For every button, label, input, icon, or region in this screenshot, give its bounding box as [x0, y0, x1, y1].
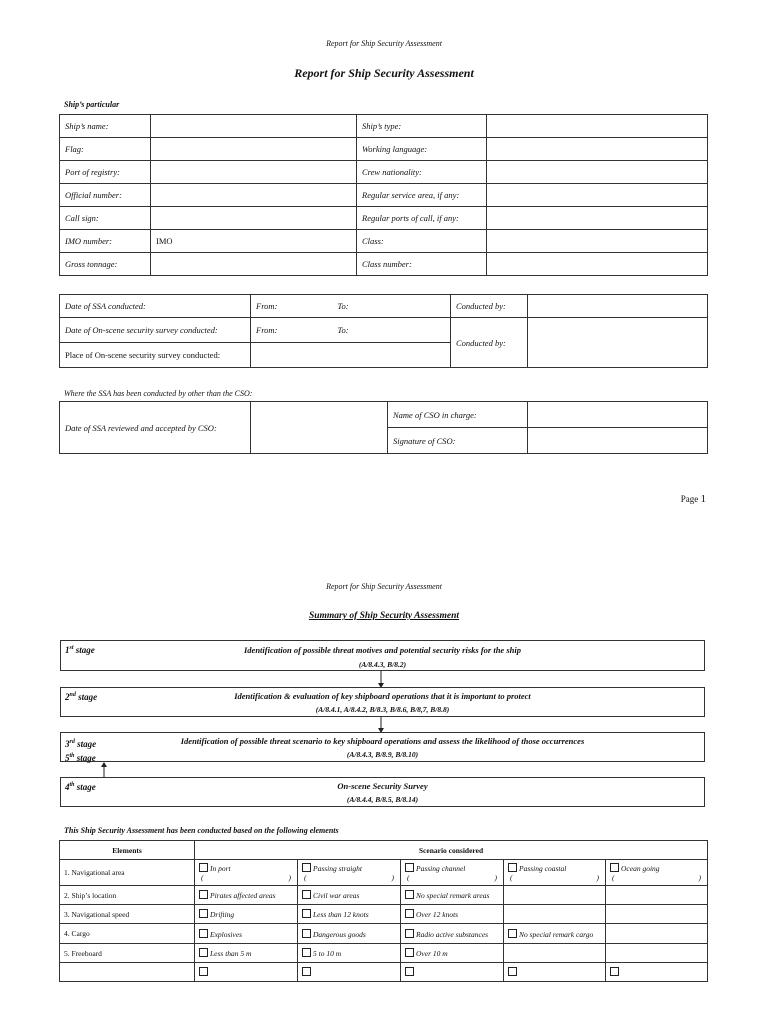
scenario-option-label: Explosives — [210, 929, 243, 939]
to-label: To: — [337, 301, 349, 311]
particular-label: Gross tonnage: — [60, 253, 151, 276]
scenario-option-label: Dangerous goods — [313, 929, 366, 939]
stage-1-ref: (A/8.4.3, B/8.2) — [358, 660, 407, 669]
checkbox[interactable] — [199, 929, 208, 938]
stage-3-ref: (A/8.4.3, B/8.9, B/8.10) — [346, 750, 419, 759]
scenario-cell[interactable] — [195, 886, 298, 905]
stage-4-text: On-scene Security Survey — [337, 781, 428, 791]
scenario-cell[interactable] — [401, 944, 504, 963]
scenario-option-label: Over 12 knots — [416, 910, 459, 919]
paren-open: ( — [510, 873, 513, 882]
particular-label: Regular ports of call, if any: — [357, 207, 487, 230]
col-elements: Elements — [60, 841, 195, 860]
page-number-value: 1 — [700, 493, 706, 505]
arrow-4-to-3-head — [101, 762, 107, 767]
scenario-cell[interactable] — [606, 886, 708, 905]
scenario-option-label: 5 to 10 m — [313, 949, 342, 958]
stage-2-box — [60, 687, 705, 717]
elements-row — [60, 905, 708, 924]
scenario-cell[interactable] — [298, 963, 401, 982]
stage-2-ref: (A/8.4.1, A/8.4.2, B/8.3, B/8.6, B/8,7, B/8.8) — [315, 705, 450, 714]
cso-name-label: Name of CSO in charge: — [388, 402, 528, 428]
checkbox[interactable] — [302, 890, 311, 899]
scenario-cell[interactable] — [401, 924, 504, 944]
scenario-option-label: Over 10 m — [416, 949, 448, 958]
running-header-2: Report for Ship Security Assessment — [326, 582, 442, 591]
paren-close: ) — [494, 873, 497, 882]
paren-open: ( — [612, 873, 615, 882]
scenario-cell[interactable] — [504, 963, 606, 982]
checkbox[interactable] — [302, 909, 311, 918]
place-onscene-label: Place of On-scene security survey conducted: — [60, 343, 251, 368]
particular-label: Regular service area, if any: — [357, 184, 487, 207]
summary-title: Summary of Ship Security Assessment — [308, 611, 460, 621]
checkbox[interactable] — [302, 948, 311, 957]
cso-reviewed-label: Date of SSA reviewed and accepted by CSO: — [60, 402, 251, 454]
page-label: Page — [680, 494, 699, 504]
to-label: To: — [337, 325, 349, 335]
scenario-option-label: Less than 12 knots — [313, 910, 369, 919]
scenario-option-label: Civil war areas — [313, 891, 360, 900]
checkbox[interactable] — [302, 863, 311, 872]
particular-label: Official number: — [60, 184, 151, 207]
particular-label: Class: — [357, 230, 487, 253]
checkbox[interactable] — [199, 863, 208, 872]
elements-row — [60, 860, 708, 886]
scenario-option-label: Passing channel — [416, 864, 466, 873]
checkbox[interactable] — [405, 948, 414, 957]
from-label: From: — [256, 301, 278, 311]
page-title: Report for Ship Security Assessment — [294, 66, 474, 80]
scenario-cell[interactable] — [195, 963, 298, 982]
elements-row — [60, 886, 708, 905]
paren-open: ( — [304, 873, 307, 882]
particular-value[interactable]: IMO — [151, 230, 357, 253]
checkbox[interactable] — [302, 929, 311, 938]
from-label: From: — [256, 325, 278, 335]
particular-label: IMO number: — [60, 230, 151, 253]
element-label — [60, 963, 195, 982]
stage-1-label: 1st stage — [65, 645, 95, 655]
checkbox[interactable] — [508, 967, 517, 976]
element-label: 3. Navigational speed — [60, 905, 195, 924]
scenario-option-label: Less than 5 m — [210, 949, 252, 958]
scenario-option-label: Drifting — [210, 910, 235, 919]
scenario-cell[interactable] — [298, 905, 401, 924]
cso-note: Where the SSA has been conducted by other than the CSO: — [64, 389, 253, 398]
checkbox[interactable] — [405, 967, 414, 976]
particular-label: Flag: — [60, 138, 151, 161]
scenario-cell[interactable] — [504, 944, 606, 963]
scenario-cell[interactable] — [504, 860, 606, 886]
element-label: 5. Freeboard — [60, 944, 195, 963]
stage-3-5-label: 3rd stage 5th stage — [65, 739, 97, 763]
particular-label: Class number: — [357, 253, 487, 276]
stage-4-box — [60, 777, 705, 807]
checkbox[interactable] — [302, 967, 311, 976]
particular-label: Port of registry: — [60, 161, 151, 184]
scenario-cell[interactable] — [606, 860, 708, 886]
paren-open: ( — [201, 873, 204, 882]
paren-close: ) — [596, 873, 599, 882]
particular-label: Crew nationality: — [357, 161, 487, 184]
checkbox[interactable] — [405, 929, 414, 938]
scenario-cell[interactable] — [504, 924, 606, 944]
scenario-option-label: Radio active substances — [416, 929, 489, 939]
date-ssa-label: Date of SSA conducted: — [60, 295, 251, 318]
elements-row — [60, 963, 708, 982]
conducted-by-label-2: Conducted by: — [451, 318, 528, 368]
checkbox[interactable] — [610, 863, 619, 872]
stage-3-box — [60, 732, 705, 762]
stage-1-box — [60, 640, 705, 671]
element-label: 4. Cargo — [60, 924, 195, 944]
paren-close: ) — [698, 873, 702, 882]
stage-2-label: 2nd stage — [65, 692, 98, 702]
particular-label: Call sign: — [60, 207, 151, 230]
elements-row — [60, 924, 708, 944]
stage-2-text: Identification & evaluation of key shipboard operations that it is important to protect — [234, 691, 531, 701]
scenario-cell[interactable] — [606, 905, 708, 924]
scenario-option-label: No special remark cargo — [519, 929, 594, 939]
checkbox[interactable] — [199, 948, 208, 957]
scenario-option-label: Ocean going — [621, 864, 660, 873]
scenario-cell[interactable] — [195, 944, 298, 963]
running-header: Report for Ship Security Assessment — [326, 39, 442, 48]
stage-4-label: 4th stage — [65, 782, 96, 792]
elements-note: This Ship Security Assessment has been conducted based on the following elements — [64, 826, 339, 835]
scenario-cell[interactable] — [401, 905, 504, 924]
checkbox[interactable] — [610, 967, 619, 976]
section-label-ships-particular: Ship’s particular — [64, 100, 120, 109]
checkbox[interactable] — [405, 909, 414, 918]
scenario-cell[interactable] — [298, 886, 401, 905]
scenario-cell[interactable] — [504, 905, 606, 924]
elements-row — [60, 944, 708, 963]
date-onscene-label: Date of On-scene security survey conducted: — [60, 318, 251, 343]
checkbox[interactable] — [508, 863, 517, 872]
scenario-option-label: No special remark areas — [416, 891, 490, 900]
checkbox[interactable] — [199, 967, 208, 976]
scenario-cell[interactable] — [195, 860, 298, 886]
particular-label: Working language: — [357, 138, 487, 161]
checkbox[interactable] — [405, 863, 414, 872]
stage-1-text: Identification of possible threat motives and potential security risks for the ship — [244, 645, 521, 655]
scenario-cell[interactable] — [606, 924, 708, 944]
element-label: 2. Ship’s location — [60, 886, 195, 905]
checkbox[interactable] — [199, 909, 208, 918]
scenario-cell[interactable] — [298, 924, 401, 944]
scenario-cell[interactable] — [401, 860, 504, 886]
element-label: 1. Navigational area — [60, 860, 195, 886]
scenario-option-label: Passing straight — [313, 864, 362, 873]
scenario-cell[interactable] — [401, 886, 504, 905]
scenario-cell[interactable] — [298, 944, 401, 963]
stage-4-ref: (A/8.4.4, B/8.5, B/8.14) — [346, 795, 419, 804]
scenario-cell[interactable] — [606, 944, 708, 963]
particular-label: Ship’s name: — [60, 115, 151, 138]
scenario-cell[interactable] — [195, 924, 298, 944]
checkbox[interactable] — [405, 890, 414, 899]
checkbox[interactable] — [508, 929, 517, 938]
paren-close: ) — [288, 873, 291, 882]
paren-close: ) — [391, 873, 394, 882]
stage-3-text: Identification of possible threat scenario to key shipboard operations and assess the likelihood of those occurrences — [180, 736, 585, 746]
paren-open: ( — [407, 873, 410, 882]
scenario-cell[interactable] — [606, 963, 708, 982]
scenario-cell[interactable] — [298, 860, 401, 886]
particular-label: Ship’s type: — [357, 115, 487, 138]
checkbox[interactable] — [199, 890, 208, 899]
col-scenario: Scenario considered — [195, 841, 708, 860]
scenario-option-label: Passing coastal — [519, 864, 567, 873]
scenario-cell[interactable] — [504, 886, 606, 905]
elements-table — [59, 840, 708, 982]
scenario-option-label: Pirates affected areas — [210, 891, 276, 900]
cso-signature-label: Signature of CSO: — [388, 428, 528, 454]
scenario-option-label: In port — [210, 864, 231, 873]
scenario-cell[interactable] — [401, 963, 504, 982]
scenario-cell[interactable] — [195, 905, 298, 924]
conducted-by-label: Conducted by: — [451, 295, 528, 318]
